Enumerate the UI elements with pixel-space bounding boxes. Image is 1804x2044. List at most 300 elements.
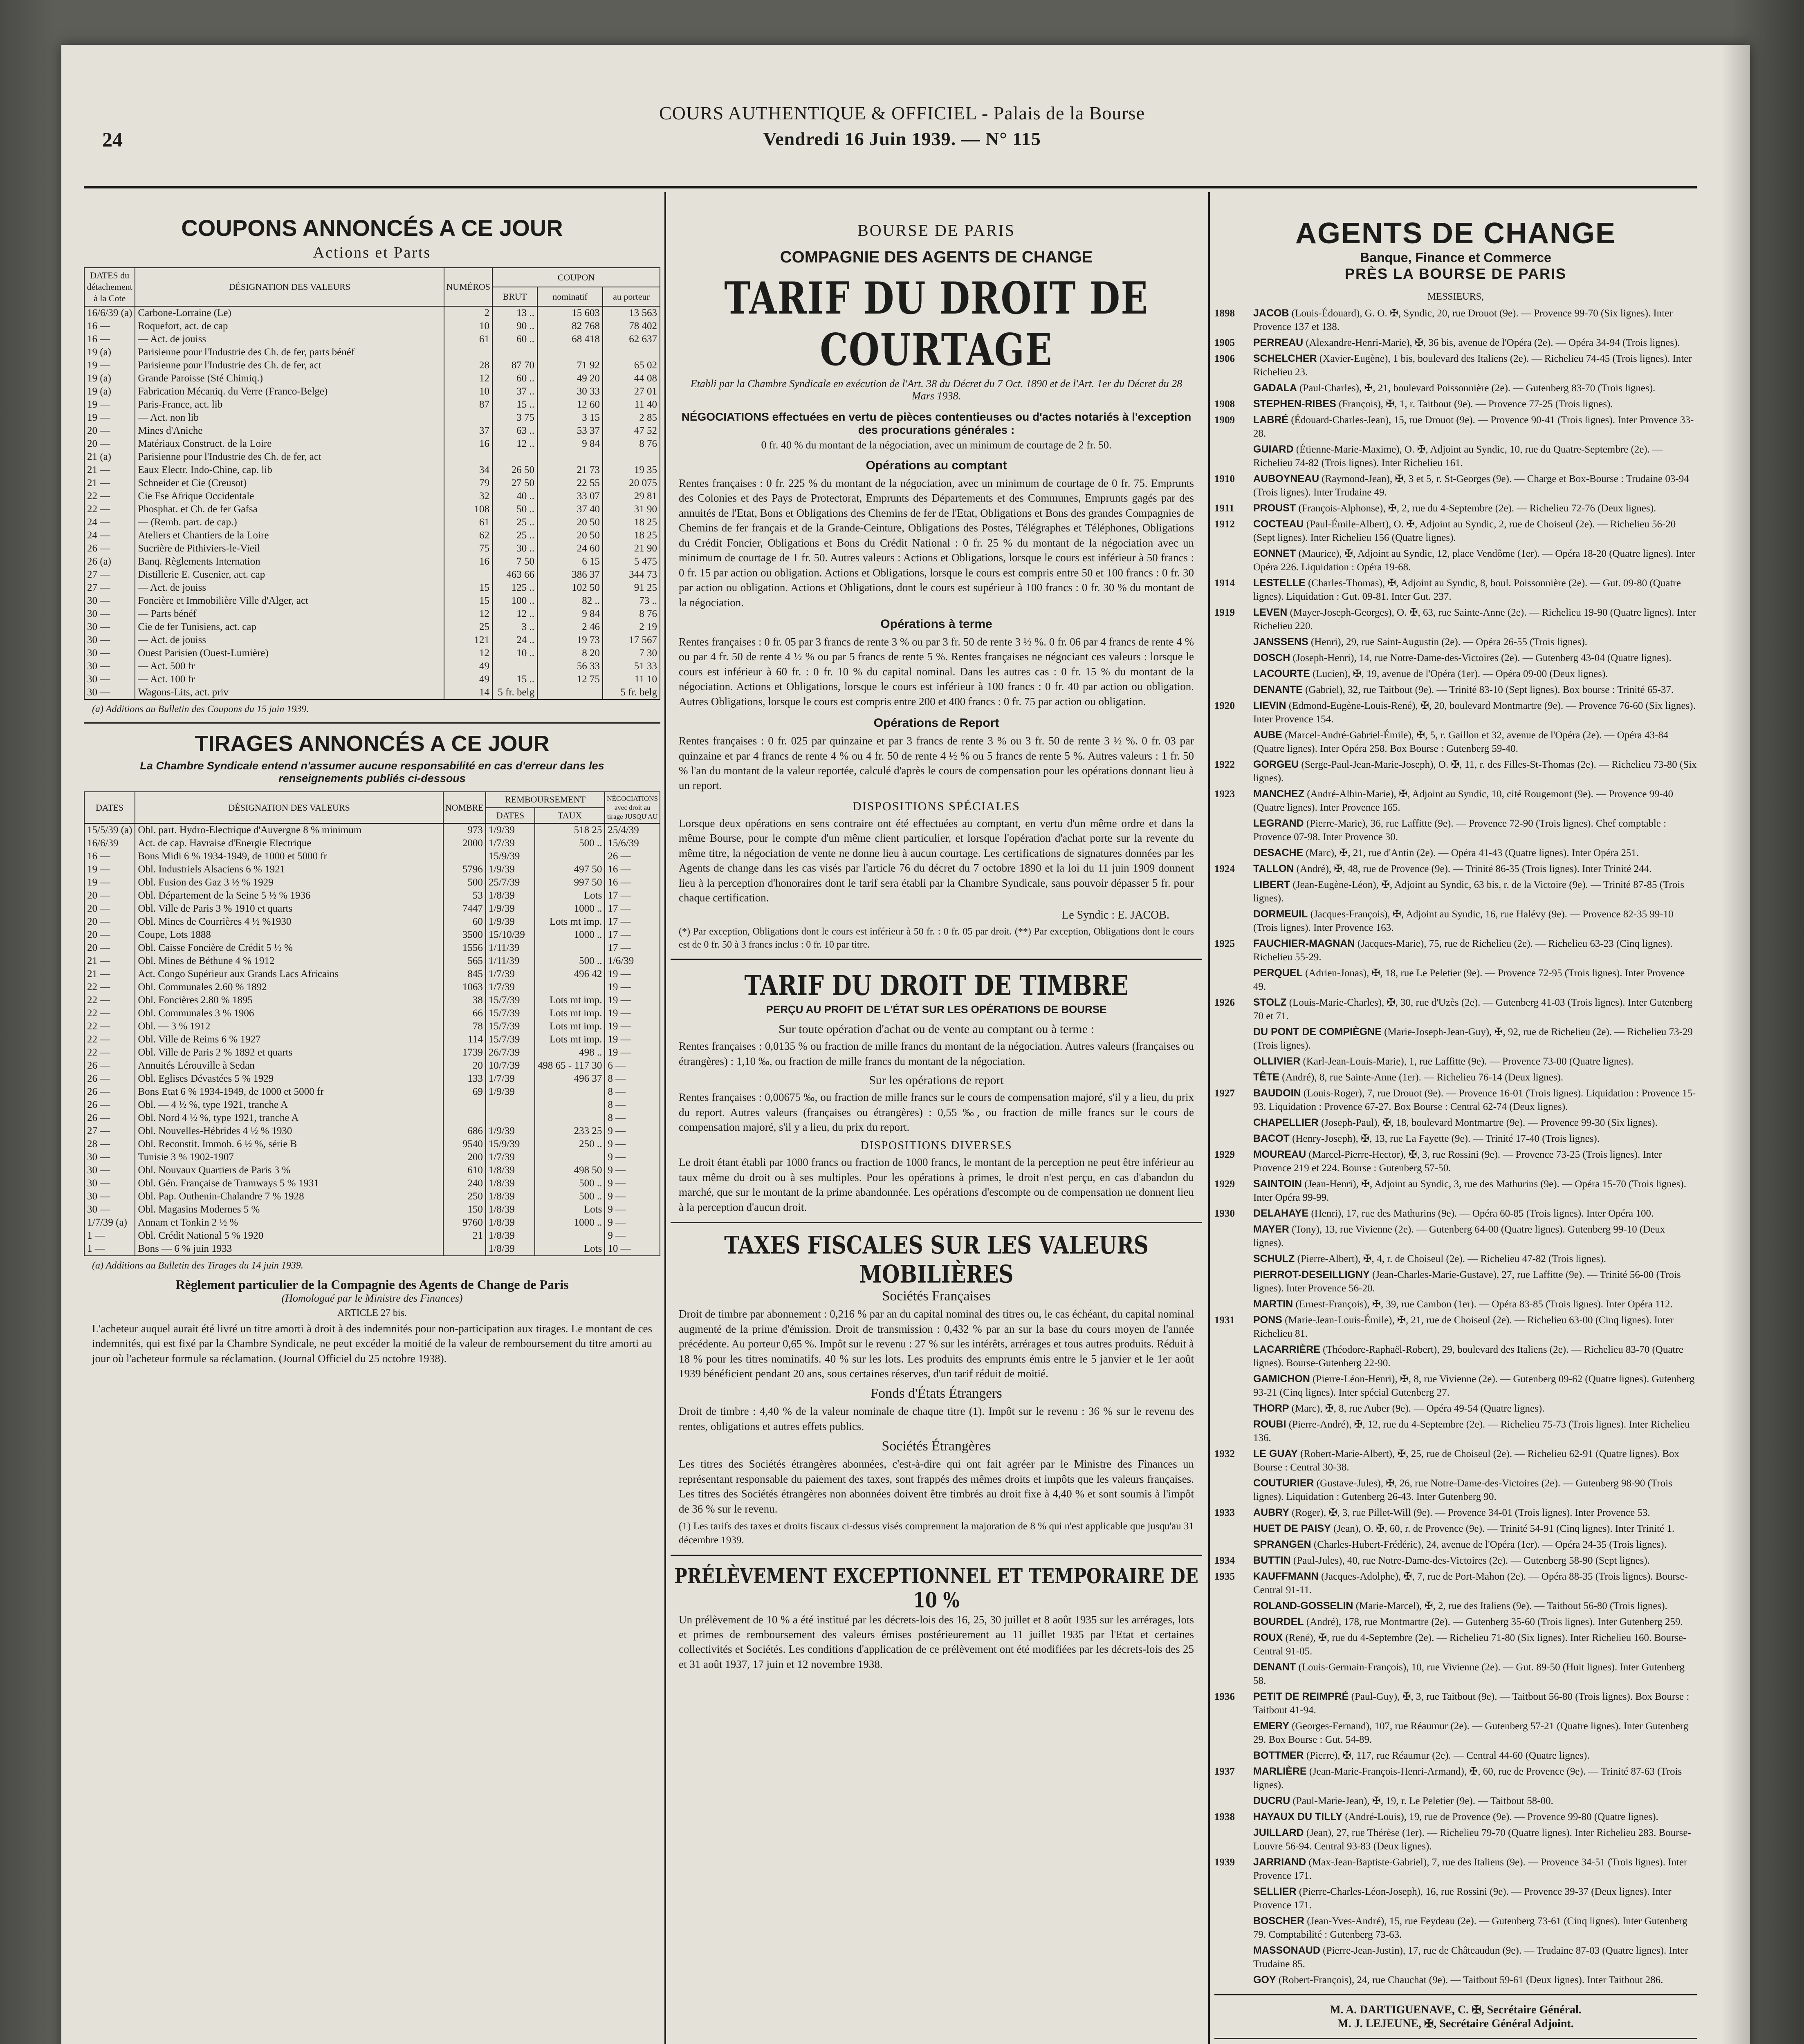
table-row xyxy=(84,594,660,607)
table-cell: 1/9/39 xyxy=(486,902,535,915)
table-cell: Parisienne pour l'Industrie des Ch. de fer, act xyxy=(135,359,444,372)
table-cell: Obl. Industriels Alsaciens 6 % 1921 xyxy=(135,863,443,876)
table-cell: 1/7/39 xyxy=(486,1072,535,1085)
tirages-col-rdates: DATES xyxy=(486,808,535,823)
table-cell xyxy=(443,1242,486,1256)
table-cell: 250 xyxy=(443,1190,486,1203)
agent-entry xyxy=(1214,1343,1697,1370)
agent-name: DUCRU xyxy=(1253,1795,1290,1806)
agent-name: STEPHEN-RIBES xyxy=(1253,398,1336,410)
agent-year: 1925 xyxy=(1214,938,1235,949)
agent-year: 1934 xyxy=(1214,1555,1235,1566)
table-cell: 44 08 xyxy=(603,372,660,385)
table-cell: 60 xyxy=(443,915,486,928)
agent-name: LE GUAY xyxy=(1253,1448,1298,1459)
table-cell: 12 75 xyxy=(537,673,603,686)
table-cell: 63 .. xyxy=(492,424,537,437)
table-cell: 25/4/39 xyxy=(605,823,660,837)
agent-name: SPRANGEN xyxy=(1253,1539,1311,1550)
table-cell: 240 xyxy=(443,1177,486,1190)
table-row xyxy=(84,1164,660,1177)
table-cell: Obl. Ville de Paris 2 % 1892 et quarts xyxy=(135,1046,443,1059)
timbre-diverses-text: Le droit étant établi par 1000 francs ou fraction de 1000 francs, le montant de la perception ne peut être inférieur au taux même du droit ou à ses multiples. Pour les opérations à primes, le droit n'est perçu, en cas d'abandon du marché, que sur le montant de la prime abandonnée. Les opérations d'escompte ou de compensation ne donnent lieu à la perception d'aucun droit. xyxy=(679,1156,1194,1213)
agent-entry xyxy=(1214,381,1697,395)
agent-year: 1933 xyxy=(1214,1507,1235,1518)
table-cell: 82 768 xyxy=(537,320,603,333)
table-cell: 27 — xyxy=(84,568,135,581)
table-cell: 24 60 xyxy=(537,542,603,555)
table-cell: 53 37 xyxy=(537,424,603,437)
speciales-text: Lorsque deux opérations en sens contraire ont été effectuées au comptant, en vertu d'un même ordre et dans la même Bourse, pour le compte d'un même client particulier, et lorsque l'opération d'achat porte sur la revente du même titre, la négociation de vente ne donne lieu à aucun courtage. Les certifications de signatures données par les Agents de change dans les cas visés par l'article 76 du décret du 7 octobre 1890 et la loi du 11 juin 1909 donnent lieu à la perception d'honoraires dont le tarif sera établi par la Chambre Syndicale, sans pouvoir dépasser 5 fr. pour chaque certification. xyxy=(679,817,1194,904)
table-cell: 3 15 xyxy=(537,411,603,424)
agents-list xyxy=(1214,307,1697,1987)
agent-entry xyxy=(1214,1025,1697,1052)
table-cell: 30 — xyxy=(84,1203,135,1216)
agents-subtitle-2: PRÈS LA BOURSE DE PARIS xyxy=(1344,265,1567,282)
table-cell: 10 xyxy=(444,320,492,333)
table-row xyxy=(84,450,660,464)
table-cell: 12 .. xyxy=(492,437,537,450)
agent-name: MANCHEZ xyxy=(1253,788,1304,800)
table-cell: 125 .. xyxy=(492,581,537,594)
agent-year: 1898 xyxy=(1214,308,1235,319)
table-cell: Obl. Ville de Reims 6 % 1927 xyxy=(135,1033,443,1046)
table-cell: 1 — xyxy=(84,1229,135,1242)
agent-details: (Étienne-Marie-Maxime), O. ✠, Adjoint au Syndic, 10, rue du Quatre-Septembre (2e). — Richelieu 74-82 (Trois lignes). Inter Richelieu 161. xyxy=(1253,444,1663,468)
agent-year: 1927 xyxy=(1214,1088,1235,1099)
agent-details: (André), 8, rue Sainte-Anne (1er). — Richelieu 76-14 (Deux lignes). xyxy=(1282,1072,1564,1083)
agent-details: (François), ✠, 1, r. Taitbout (9e). — Provence 77-25 (Trois lignes). xyxy=(1339,399,1613,410)
taxes-fr-heading: Sociétés Françaises xyxy=(882,1289,991,1304)
agent-details: (Jean-Charles-Marie-Gustave), 27, rue Laffitte (9e). — Trinité 56-00 (Trois lignes). Inter Provence 56-20. xyxy=(1253,1269,1681,1294)
agent-entry xyxy=(1214,1402,1697,1415)
table-cell: Phosphat. et Ch. de fer Gafsa xyxy=(135,503,444,516)
table-cell: 27 50 xyxy=(492,477,537,490)
table-cell: 37 .. xyxy=(492,385,537,398)
agent-details: (Henri), 17, rue des Mathurins (9e). — Opéra 60-85 (Trois lignes). Inter Opéra 100. xyxy=(1311,1208,1654,1219)
coupons-note: (a) Additions au Bulletin des Coupons du 15 juin 1939. xyxy=(92,704,309,715)
agent-name: PERREAU xyxy=(1253,337,1304,348)
agent-entry xyxy=(1214,862,1697,876)
table-cell: Eaux Electr. Indo-Chine, cap. lib xyxy=(135,464,444,477)
prelevement-title: PRÉLÈVEMENT EXCEPTIONNEL ET TEMPORAIRE DE 10 % xyxy=(674,1564,1198,1612)
agent-name: HUET DE PAISY xyxy=(1253,1523,1331,1534)
table-cell: 32 xyxy=(444,490,492,503)
table-cell: 30 — xyxy=(84,647,135,660)
agent-details: (Édouard-Charles-Jean), 15, rue Drouot (9e). — Provence 90-41 (Trois lignes). Inter Provence 33-28. xyxy=(1253,415,1694,439)
agent-details: (Charles-Thomas), ✠, Adjoint au Syndic, 8, boul. Poissonnière (2e). — Gut. 09-80 (Quatre lignes). Liquidation : Gut. 09-81. Inter Gut. 237. xyxy=(1253,578,1681,602)
agent-name: GOY xyxy=(1253,1974,1276,1986)
agent-name: LESTELLE xyxy=(1253,577,1306,589)
table-cell: 1000 .. xyxy=(535,928,605,941)
table-row xyxy=(84,1138,660,1151)
agent-entry xyxy=(1214,397,1697,411)
agent-details: (Paul-Guy), ✠, 3, rue Taitbout (9e). — Taitbout 56-80 (Trois lignes). Box Bourse : Taitbout 41-94. xyxy=(1253,1691,1690,1716)
agent-entry xyxy=(1214,1631,1697,1658)
table-cell xyxy=(444,346,492,359)
table-row xyxy=(84,1072,660,1085)
table-cell: 500 .. xyxy=(535,1190,605,1203)
table-row xyxy=(84,955,660,968)
table-cell: 26 — xyxy=(84,1098,135,1112)
table-cell: 30 — xyxy=(84,1190,135,1203)
table-cell: 1739 xyxy=(443,1046,486,1059)
table-cell: 22 — xyxy=(84,1020,135,1033)
taxes-setr-heading: Sociétés Étrangères xyxy=(882,1439,991,1454)
table-cell: 30 — xyxy=(84,634,135,647)
agent-year: 1937 xyxy=(1214,1766,1235,1777)
table-cell: 29 81 xyxy=(603,490,660,503)
table-cell: 49 xyxy=(444,673,492,686)
table-cell: 15/10/39 xyxy=(486,928,535,941)
courtage-subtitle: Etabli par la Chambre Syndicale en exécution de l'Art. 38 du Décret du 7 Oct. 1890 et de l'Art. 1er du Décret du 28 Mars 1938. xyxy=(690,378,1182,402)
agent-year: 1932 xyxy=(1214,1448,1235,1459)
table-cell: — (Remb. part. de cap.) xyxy=(135,516,444,529)
agent-details: (Pierre-Léon-Henri), ✠, 8, rue Vivienne (2e). — Gutenberg 09-62 (Quatre lignes). Gutenberg 93-21 (Cinq lignes). Inter spécial Gutenberg 27. xyxy=(1253,1374,1695,1398)
table-cell: 12 xyxy=(444,607,492,621)
agent-name: LACARRIÈRE xyxy=(1253,1344,1320,1355)
table-cell: 21 73 xyxy=(537,464,603,477)
table-cell: 1/9/39 xyxy=(486,1085,535,1098)
coupons-subtitle: Actions et Parts xyxy=(313,244,431,261)
table-cell: Paris-France, act. lib xyxy=(135,398,444,411)
table-row xyxy=(84,581,660,594)
agent-name: THORP xyxy=(1253,1403,1289,1414)
table-cell: 19 — xyxy=(84,398,135,411)
agent-name: AUBRY xyxy=(1253,1507,1289,1518)
agent-entry xyxy=(1214,1719,1697,1746)
table-cell: Matériaux Construct. de la Loire xyxy=(135,437,444,450)
table-cell: 2 xyxy=(444,306,492,320)
agent-year: 1910 xyxy=(1214,473,1235,484)
table-row xyxy=(84,941,660,955)
agent-details: (François-Alphonse), ✠, 2, rue du 4-Septembre (2e). — Richelieu 72-76 (Deux lignes). xyxy=(1298,503,1656,514)
table-cell: 78 402 xyxy=(603,320,660,333)
table-cell xyxy=(444,450,492,464)
table-cell: 1/8/39 xyxy=(486,1229,535,1242)
table-cell: Annam et Tonkin 2 ½ % xyxy=(135,1216,443,1229)
table-cell: 19 — xyxy=(605,1007,660,1020)
table-cell: 19 — xyxy=(605,981,660,994)
reglement-title: Règlement particulier de la Compagnie des Agents de Change de Paris xyxy=(175,1277,569,1292)
table-cell: 1/7/39 xyxy=(486,981,535,994)
agent-entry xyxy=(1214,1661,1697,1688)
table-cell: 9 — xyxy=(605,1216,660,1229)
agent-name: LIEVIN xyxy=(1253,700,1286,711)
agent-name: PERQUEL xyxy=(1253,967,1303,979)
table-cell: 19 — xyxy=(605,1046,660,1059)
table-cell: 108 xyxy=(444,503,492,516)
agent-year: 1935 xyxy=(1214,1571,1235,1582)
agent-name: BUTTIN xyxy=(1253,1555,1291,1566)
table-cell: 8 — xyxy=(605,1098,660,1112)
table-cell: 10 xyxy=(444,385,492,398)
table-cell: — Act. de jouiss xyxy=(135,333,444,346)
table-cell: 9 — xyxy=(605,1164,660,1177)
coupons-col-brut: BRUT xyxy=(492,287,537,306)
agent-name: HAYAUX DU TILLY xyxy=(1253,1811,1343,1822)
agent-name: JARRIAND xyxy=(1253,1856,1306,1868)
table-cell: 15/5/39 (a) xyxy=(84,823,135,837)
agent-details: (André), 178, rue Montmartre (2e). — Gutenberg 35-60 (Trois lignes). Inter Gutenberg 259. xyxy=(1306,1616,1683,1627)
column-divider-2 xyxy=(1208,192,1210,2044)
table-cell: 26 (a) xyxy=(84,555,135,568)
table-cell: Act. de cap. Havraise d'Energie Electrique xyxy=(135,837,443,850)
agent-entry xyxy=(1214,1885,1697,1912)
table-cell: 1/8/39 xyxy=(486,1242,535,1256)
table-cell: 15 xyxy=(444,581,492,594)
table-cell: 2000 xyxy=(443,837,486,850)
table-cell: Lots xyxy=(535,889,605,902)
agent-details: (Marcel-André-Gabriel-Émile), ✠, 5, r. Gaillon et 32, avenue de l'Opéra (2e). — Opéra 43-84 (Quatre lignes). Inter Opéra 258. Box Bourse : Gutenberg 59-40. xyxy=(1253,730,1669,754)
table-cell: 66 xyxy=(443,1007,486,1020)
agent-name: DENANT xyxy=(1253,1661,1296,1673)
agent-entry xyxy=(1214,1207,1697,1220)
table-cell: 13 .. xyxy=(492,306,537,320)
table-cell: 47 52 xyxy=(603,424,660,437)
agent-entry xyxy=(1214,307,1697,334)
agent-entry xyxy=(1214,846,1697,860)
table-row xyxy=(84,1190,660,1203)
table-cell: 2 19 xyxy=(603,621,660,634)
agent-entry xyxy=(1214,1313,1697,1340)
table-cell xyxy=(444,411,492,424)
table-cell xyxy=(443,1112,486,1125)
table-cell: Obl. Communales 3 % 1906 xyxy=(135,1007,443,1020)
agent-entry xyxy=(1214,966,1697,993)
table-cell: 22 — xyxy=(84,1007,135,1020)
table-cell xyxy=(537,450,603,464)
table-cell: 12 60 xyxy=(537,398,603,411)
table-cell: Ouest Parisien (Ouest-Lumière) xyxy=(135,647,444,660)
table-cell: 21 — xyxy=(84,477,135,490)
agent-name: AUBOYNEAU xyxy=(1253,473,1319,484)
agent-entry xyxy=(1214,699,1697,726)
table-cell: Carbone-Lorraine (Le) xyxy=(135,306,444,320)
table-cell: Lots xyxy=(535,1203,605,1216)
table-row xyxy=(84,320,660,333)
agent-name: LEVEN xyxy=(1253,607,1288,618)
agent-details: (Marie-Jean-Louis-Émile), ✠, 21, rue de Choiseul (2e). — Richelieu 63-00 (Cinq lignes). Inter Richelieu 81. xyxy=(1253,1315,1674,1339)
table-cell: — Act. de jouiss xyxy=(135,581,444,594)
column-right xyxy=(1214,192,1697,2044)
table-cell: 1/11/39 xyxy=(486,955,535,968)
taxes-title: TAXES FISCALES SUR LES VALEURS MOBILIÈRES xyxy=(724,1230,1149,1289)
table-row xyxy=(84,372,660,385)
speciales-heading: DISPOSITIONS SPÉCIALES xyxy=(853,799,1020,813)
table-cell: 17 — xyxy=(605,902,660,915)
table-cell: Tunisie 3 % 1902-1907 xyxy=(135,1151,443,1164)
table-cell: 19 — xyxy=(605,994,660,1007)
table-cell: 1 — xyxy=(84,1242,135,1256)
table-row xyxy=(84,1125,660,1138)
table-cell: 1/8/39 xyxy=(486,1190,535,1203)
agent-entry xyxy=(1214,443,1697,470)
table-cell: Obl. Pap. Outhenin-Chalandre 7 % 1928 xyxy=(135,1190,443,1203)
table-cell xyxy=(443,850,486,863)
agent-entry xyxy=(1214,1132,1697,1145)
agent-details: (Louis-Roger), 7, rue Drouot (9e). — Provence 16-01 (Trois lignes). Liquidation : Provence 15-93. Liquidation : Provence 67-27. Box Bourse : Central 62-74 (Deux lignes). xyxy=(1253,1088,1696,1112)
header-rule xyxy=(84,186,1697,188)
table-row xyxy=(84,634,660,647)
table-cell: 6 15 xyxy=(537,555,603,568)
agent-name: JACOB xyxy=(1253,307,1289,319)
coupons-table xyxy=(84,267,660,700)
table-cell: 13 563 xyxy=(603,306,660,320)
table-cell: 500 .. xyxy=(535,837,605,850)
table-cell: 20 — xyxy=(84,902,135,915)
table-cell: 56 33 xyxy=(537,660,603,673)
table-cell: Bons — 6 % juin 1933 xyxy=(135,1242,443,1256)
table-cell: 386 37 xyxy=(537,568,603,581)
table-cell: 200 xyxy=(443,1151,486,1164)
agent-name: TÊTE xyxy=(1253,1071,1279,1083)
table-cell: 22 55 xyxy=(537,477,603,490)
table-cell: 28 xyxy=(444,359,492,372)
table-cell: 53 xyxy=(443,889,486,902)
table-cell: Obl. Reconstit. Immob. 6 ½ %, série B xyxy=(135,1138,443,1151)
table-row xyxy=(84,823,660,837)
agent-entry xyxy=(1214,1055,1697,1068)
table-cell: 496 37 xyxy=(535,1072,605,1085)
agent-entry xyxy=(1214,1177,1697,1204)
table-cell: 61 xyxy=(444,333,492,346)
table-cell: 25 .. xyxy=(492,529,537,542)
table-cell xyxy=(492,660,537,673)
agent-name: BACOT xyxy=(1253,1133,1290,1144)
table-cell xyxy=(537,346,603,359)
table-cell: 22 — xyxy=(84,1046,135,1059)
agent-name: OLLIVIER xyxy=(1253,1056,1301,1067)
agent-entry xyxy=(1214,1944,1697,1971)
table-row xyxy=(84,1177,660,1190)
table-cell: Schneider et Cie (Creusot) xyxy=(135,477,444,490)
table-cell: 16 — xyxy=(605,863,660,876)
column-left xyxy=(84,192,660,2044)
table-cell: Ateliers et Chantiers de la Loire xyxy=(135,529,444,542)
table-cell: 565 xyxy=(443,955,486,968)
table-cell: Obl. — 4 ½ %, type 1921, tranche A xyxy=(135,1098,443,1112)
table-cell: 19 (a) xyxy=(84,346,135,359)
table-cell: 250 .. xyxy=(535,1138,605,1151)
table-cell: 21 xyxy=(443,1229,486,1242)
table-cell: 25 .. xyxy=(492,516,537,529)
agent-entry xyxy=(1214,1599,1697,1613)
agent-name: DOSCH xyxy=(1253,652,1290,663)
table-cell: 24 — xyxy=(84,516,135,529)
table-cell: 500 .. xyxy=(535,955,605,968)
agent-year: 1906 xyxy=(1214,353,1235,364)
table-cell: 8 — xyxy=(605,1085,660,1098)
table-cell: Lots xyxy=(535,1242,605,1256)
table-cell: 610 xyxy=(443,1164,486,1177)
table-cell: 15/7/39 xyxy=(486,1033,535,1046)
agent-name: STOLZ xyxy=(1253,997,1287,1008)
table-cell: 21 — xyxy=(84,464,135,477)
table-cell: 3 75 xyxy=(492,411,537,424)
agent-entry xyxy=(1214,1418,1697,1445)
table-row xyxy=(84,660,660,673)
table-cell: 26 — xyxy=(84,1072,135,1085)
table-cell: 30 — xyxy=(84,1151,135,1164)
table-row xyxy=(84,686,660,699)
comptant-text: Rentes françaises : 0 fr. 225 % du montant de la négociation, avec un minimum de courtage de 0 fr. 75. Emprunts des Colonies et des Pays de Protectorat, Emprunts des Départements et des Communes, Emprunts gagés par des annuités de l'Etat, Bons et Obligations des Chemins de fer de l'Etat, Obligations et Bons des grandes Compagnies de Chemins de fer français et de la Grande-Ceinture, Obligations des Postes, Télégraphes et Téléphones, Obligations du Crédit Foncier, Obligations et Bons du Crédit National : 0 fr. 25 % du montant de la négociation avec un minimum de courtage de 1 fr. 50. Autres valeurs : Actions et Obligations, lorsque le cours est inférieur à 50 francs : 0 fr. 15 par action ou obligation. Actions et Obligations, lorsque le cours est compris entre 50 et 100 francs : 0 fr. 30 par action ou obligation. Actions et Obligations, dont le cours est supérieur à 100 francs : 0 fr. 30 % du montant de la négociation. xyxy=(679,477,1194,609)
agent-details: (Roger), ✠, 3, rue Pillet-Will (9e). — Provence 34-01 (Trois lignes). Inter Provence 53. xyxy=(1292,1507,1650,1518)
table-cell: 19 (a) xyxy=(84,385,135,398)
tirages-col-nombre: NOMBRE xyxy=(443,792,486,823)
agent-year: 1909 xyxy=(1214,415,1235,426)
agent-name: DU PONT DE COMPIÈGNE xyxy=(1253,1026,1382,1038)
table-cell: Obl. Eglises Dévastées 5 % 1929 xyxy=(135,1072,443,1085)
table-cell: 15/6/39 xyxy=(605,837,660,850)
agent-details: (Charles-Hubert-Frédéric), 24, avenue de l'Opéra (1er). — Opéra 24-35 (Trois lignes). xyxy=(1313,1539,1667,1550)
table-cell: 73 .. xyxy=(603,594,660,607)
agent-year: 1929 xyxy=(1214,1149,1235,1160)
table-row xyxy=(84,994,660,1007)
agent-details: (Adrien-Jonas), ✠, 18, rue Le Peletier (9e). — Provence 72-95 (Trois lignes). Inter Provence 49. xyxy=(1253,968,1685,992)
table-cell: 25/7/39 xyxy=(486,876,535,889)
table-cell: — Parts bénéf xyxy=(135,607,444,621)
table-cell: 1/9/39 xyxy=(486,823,535,837)
agent-name: ROUBI xyxy=(1253,1419,1286,1430)
table-cell: 20 50 xyxy=(537,529,603,542)
table-row xyxy=(84,542,660,555)
table-cell: 82 .. xyxy=(537,594,603,607)
table-cell: 12 xyxy=(444,647,492,660)
table-cell: 22 — xyxy=(84,994,135,1007)
column-middle xyxy=(671,192,1202,2044)
table-cell: 21 — xyxy=(84,955,135,968)
table-cell: 19 — xyxy=(84,863,135,876)
table-cell: 19 73 xyxy=(537,634,603,647)
table-cell: 121 xyxy=(444,634,492,647)
timbre-achat-text: Rentes françaises : 0,0135 % ou fraction de mille francs du montant de la négociation. Autres valeurs (françaises ou étrangères) : 1,10 ‰, ou fraction de mille francs du montant de la négociation. xyxy=(679,1040,1194,1067)
table-cell: 60 .. xyxy=(492,333,537,346)
agent-name: SELLIER xyxy=(1253,1886,1297,1897)
table-cell xyxy=(492,346,537,359)
coupons-rows xyxy=(84,306,660,699)
section-rule xyxy=(1214,1994,1697,1995)
agent-name: KAUFFMANN xyxy=(1253,1571,1319,1582)
table-row xyxy=(84,1242,660,1256)
table-cell: 7447 xyxy=(443,902,486,915)
table-cell: 15 .. xyxy=(492,398,537,411)
table-cell: 19 — xyxy=(84,411,135,424)
table-cell: 22 — xyxy=(84,1033,135,1046)
agent-name: MARTIN xyxy=(1253,1298,1293,1310)
table-row xyxy=(84,306,660,320)
agent-entry xyxy=(1214,1810,1697,1824)
agent-details: (Karl-Jean-Louis-Marie), 1, rue Laffitte (9e). — Provence 73-00 (Quatre lignes). xyxy=(1303,1056,1633,1067)
table-cell: 90 .. xyxy=(492,320,537,333)
table-cell: 37 xyxy=(444,424,492,437)
table-cell: 26/7/39 xyxy=(486,1046,535,1059)
column-divider-1 xyxy=(664,192,666,2044)
table-row xyxy=(84,503,660,516)
agent-year: 1905 xyxy=(1214,337,1235,348)
messieurs-label: MESSIEURS, xyxy=(1427,291,1484,302)
table-cell: 17 567 xyxy=(603,634,660,647)
table-cell: 8 — xyxy=(605,1072,660,1085)
table-cell: 15 .. xyxy=(492,673,537,686)
table-cell: 19 35 xyxy=(603,464,660,477)
table-cell: 15/7/39 xyxy=(486,1020,535,1033)
agent-entry xyxy=(1214,667,1697,681)
agent-entry xyxy=(1214,1087,1697,1114)
agent-details: (Georges-Fernand), 107, rue Réaumur (2e). — Gutenberg 57-21 (Quatre lignes). Inter Gutenberg 29. Box Bourse : Gut. 54-89. xyxy=(1253,1721,1689,1745)
table-cell: 30 — xyxy=(84,686,135,699)
table-row xyxy=(84,490,660,503)
